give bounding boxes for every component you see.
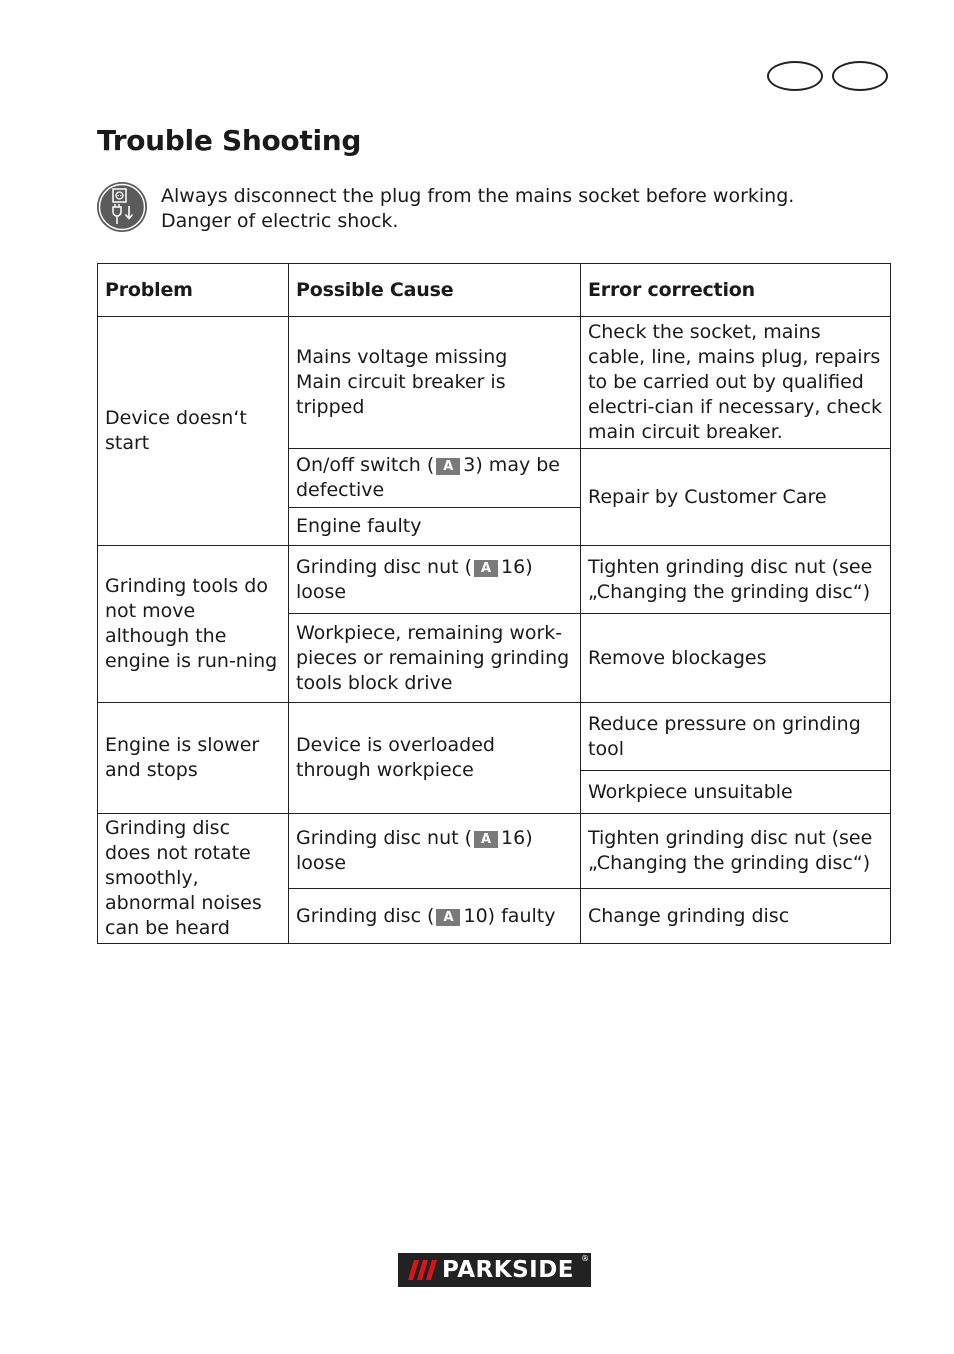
cause-cell: [289, 814, 581, 889]
language-oval-2: [832, 61, 888, 91]
cause-text: 16) loose: [296, 827, 533, 875]
cause-cell: [289, 317, 581, 449]
registered-mark: ®: [581, 1254, 589, 1263]
correction-cell: Reduce pressure on grinding tool: [581, 703, 891, 771]
trouble-shooting-table: [97, 263, 891, 944]
problem-cell: Grinding tools do not move although the engine is run-ning: [98, 546, 289, 703]
correction-cell: Change grinding disc: [581, 889, 891, 944]
problem-cell: Device doesn‘t start: [98, 317, 289, 546]
cause-cell: [289, 449, 581, 508]
correction-cell: Tighten grinding disc nut (see „Changing the grinding disc“): [581, 814, 891, 889]
warning-line-1: Always disconnect the plug from the mains socket before working.: [161, 185, 795, 207]
problem-cell: Engine is slower and stops: [98, 703, 289, 814]
cause-text: 16) loose: [296, 555, 533, 603]
logo-wordmark: PARKSIDE: [442, 1257, 575, 1283]
parkside-logo: [398, 1253, 591, 1287]
table-row: [98, 317, 891, 449]
page-title: Trouble Shooting: [97, 124, 362, 157]
language-oval-1: [767, 61, 823, 91]
table-header-row: [98, 264, 891, 317]
correction-cell: Workpiece unsuitable: [581, 771, 891, 814]
cause-cell: [289, 889, 581, 944]
table-row: [98, 703, 891, 771]
cause-text: Grinding disc (: [296, 904, 435, 927]
cause-text: Grinding disc nut (: [296, 555, 473, 578]
table-row: [98, 546, 891, 614]
figure-ref-badge: A: [474, 560, 498, 577]
cause-cell: Workpiece, remaining work-pieces or remaining grinding tools block drive: [289, 614, 581, 703]
cause-text: Grinding disc nut (: [296, 827, 473, 850]
correction-cell: Check the socket, mains cable, line, mains plug, repairs to be carried out by qualified electri-cian if necessary, check main circuit breaker.: [581, 317, 891, 449]
problem-cell: Grinding disc does not rotate smoothly, abnormal noises can be heard: [98, 814, 289, 944]
column-header-problem: Problem: [98, 264, 289, 317]
cause-text: 3) may be defective: [296, 454, 560, 501]
cause-text: 10) faulty: [463, 904, 556, 927]
column-header-cause: Possible Cause: [289, 264, 581, 317]
correction-cell: Remove blockages: [581, 614, 891, 703]
language-ovals: [767, 61, 891, 93]
cause-line: Mains voltage missing: [296, 346, 508, 368]
cause-cell: Engine faulty: [289, 508, 581, 546]
figure-ref-badge: A: [436, 458, 460, 475]
cause-cell: [289, 546, 581, 614]
figure-ref-badge: A: [474, 831, 498, 848]
correction-cell: Tighten grinding disc nut (see „Changing the grinding disc“): [581, 546, 891, 614]
cause-text: On/off switch (: [296, 454, 435, 476]
cause-line: Main circuit breaker is tripped: [296, 371, 506, 418]
logo-stripes-icon: [400, 1253, 444, 1287]
unplug-icon: [96, 181, 148, 233]
table-row: [98, 814, 891, 889]
column-header-correction: Error correction: [581, 264, 891, 317]
figure-ref-badge: A: [436, 909, 460, 926]
warning-text: [161, 184, 794, 234]
warning-line-2: Danger of electric shock.: [161, 210, 399, 232]
correction-cell: Repair by Customer Care: [581, 449, 891, 546]
cause-cell: Device is overloaded through workpiece: [289, 703, 581, 814]
